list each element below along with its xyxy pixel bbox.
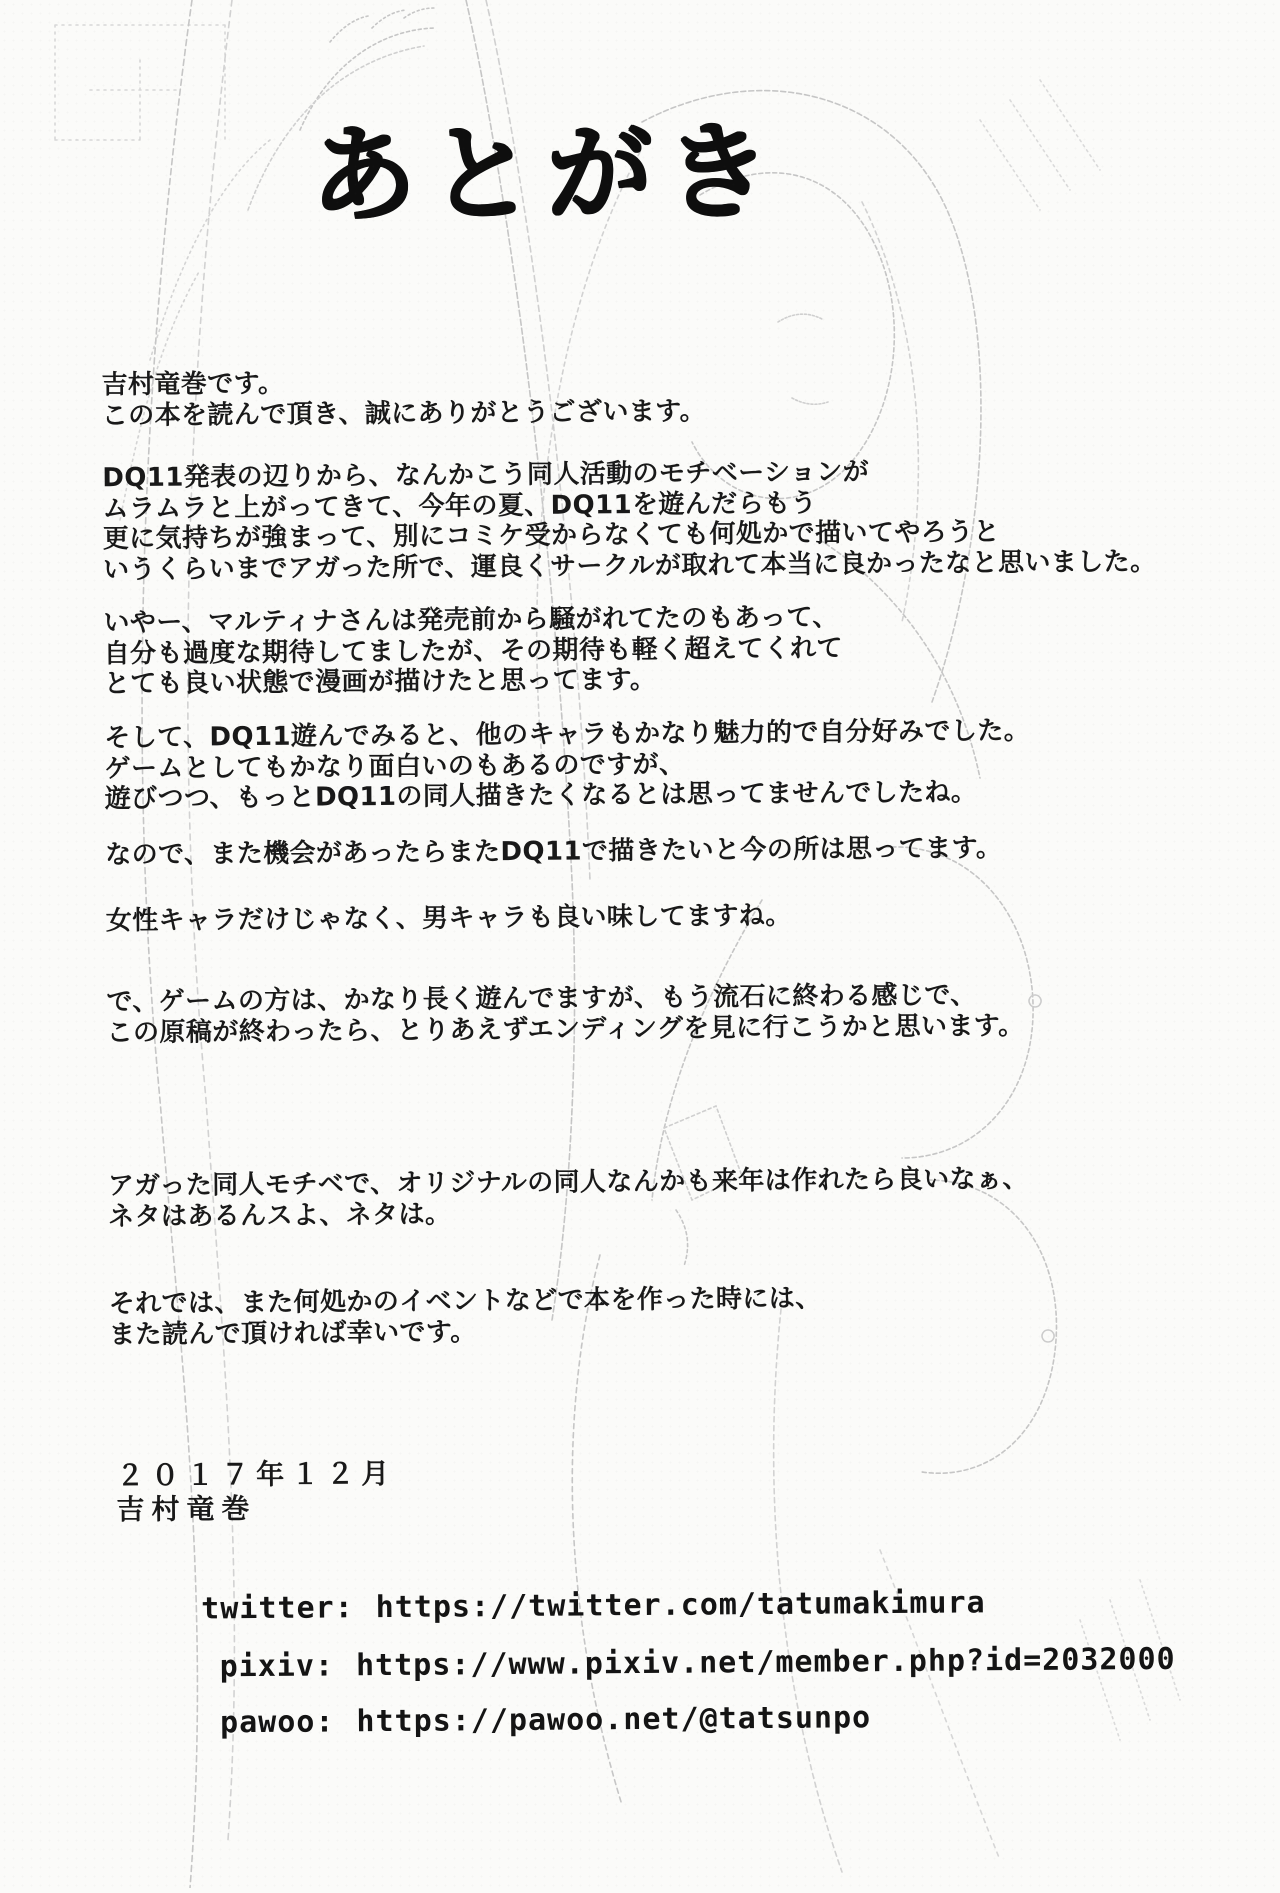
paragraph-martina: いやー、マルティナさんは発売前から騒がれてたのもあって、 自分も過度な期待してましたが、その期待も軽く超えてくれて とても良い状態で漫画が描けたと思ってます。 bbox=[103, 602, 844, 700]
twitter-label: twitter: bbox=[201, 1590, 354, 1627]
pawoo-link-row bbox=[220, 1700, 871, 1740]
pixiv-link-row bbox=[220, 1642, 1176, 1685]
paragraph-closing: それでは、また何処かのイベントなどで本を作った時には、 また読んで頂ければ幸いです。 bbox=[108, 1283, 822, 1350]
paragraph-game-ending: で、ゲームの方は、かなり長く遊んでますが、もう流石に終わる感じで、 この原稿が終わったら、とりあえずエンディングを見に行こうかと思います。 bbox=[106, 980, 1025, 1048]
pixiv-url: https://www.pixiv.net/member.php?id=2032000 bbox=[355, 1641, 1176, 1684]
paragraph-greeting: 吉村竜巻です。 この本を読んで頂き、誠にありがとうございます。 bbox=[101, 368, 707, 431]
twitter-url: https://twitter.com/tatumakimura bbox=[375, 1585, 986, 1626]
date-signature: ２０１７年１２月 吉村竜巻 bbox=[116, 1456, 397, 1527]
pawoo-label: pawoo: bbox=[219, 1704, 335, 1741]
pixiv-label: pixiv: bbox=[219, 1648, 335, 1685]
twitter-link-row bbox=[201, 1585, 986, 1626]
paragraph-dq11-characters: そして、DQ11遊んでみると、他のキャラもかなり魅力的で自分好みでした。 ゲームとしてもかなり面白いのもあるのですが、 遊びつつ、もっとDQ11の同人描きたくなるとは思ってませんでしたね。 bbox=[104, 715, 1031, 815]
paragraph-original-doujin: アガった同人モチベで、オリジナルの同人なんかも来年は作れたら良いなぁ、 ネタはあるんスよ、ネタは。 bbox=[107, 1163, 1029, 1232]
paragraph-male-characters: 女性キャラだけじゃなく、男キャラも良い味してますね。 bbox=[105, 900, 792, 937]
pawoo-url: https://pawoo.net/@tatsunpo bbox=[356, 1700, 872, 1740]
page-title: あとがき bbox=[309, 109, 783, 237]
paragraph-next-chance: なので、また機会があったらまたDQ11で描きたいと今の所は思ってます。 bbox=[105, 833, 1003, 871]
paragraph-motivation: DQ11発表の辺りから、なんかこう同人活動のモチベーションが ムラムラと上がってきて、今年の夏、DQ11を遊んだらもう 更に気持ちが強まって、別にコミケ受からなくても何処かで描いてやろうと いうくらいまでアガった所で、運良くサークルが取れて本当に良かったなと思いました。 bbox=[102, 457, 1157, 585]
contact-links bbox=[5, 1583, 1280, 1741]
